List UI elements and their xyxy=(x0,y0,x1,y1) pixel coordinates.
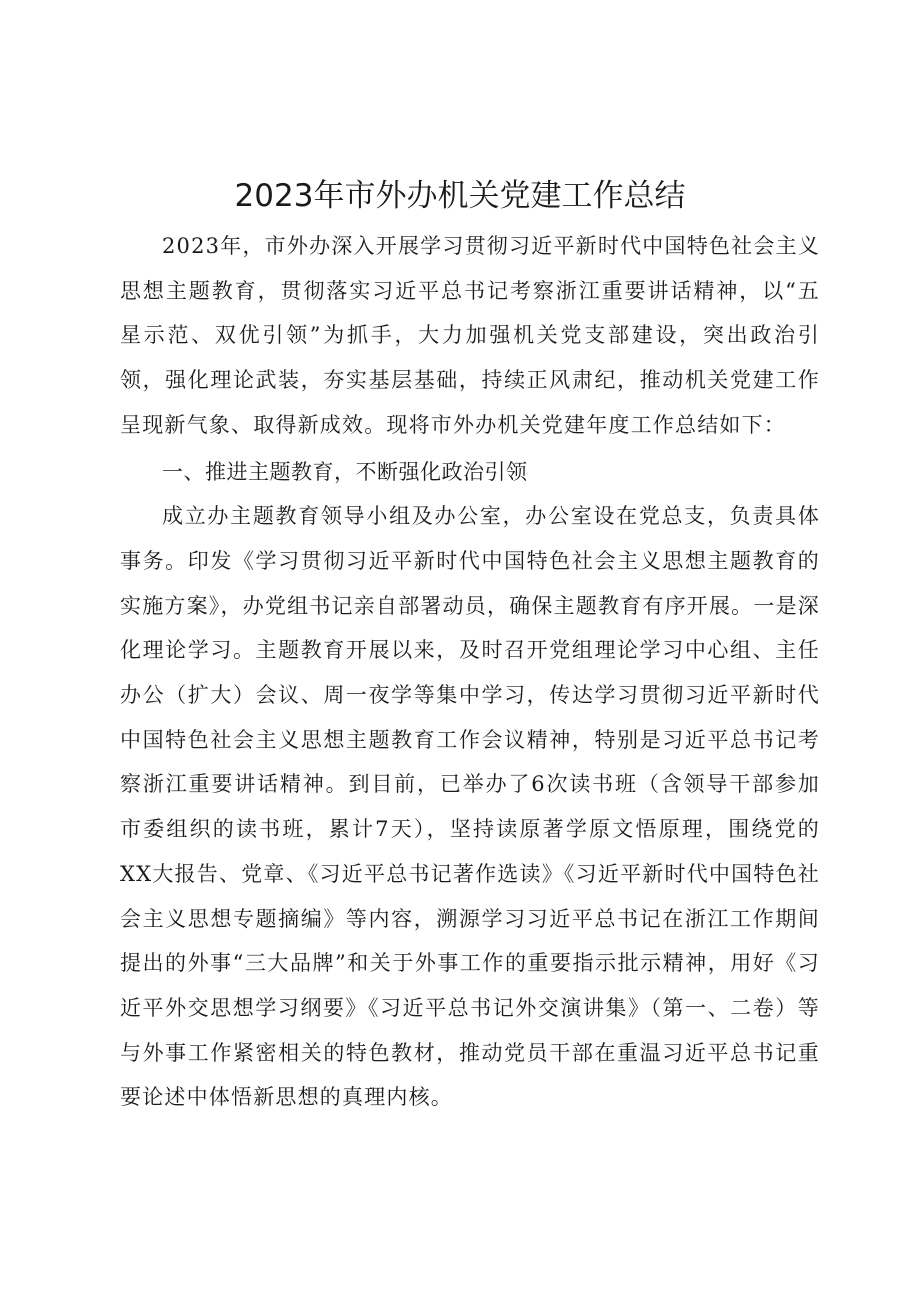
section-heading-1: 一、推进主题教育，不断强化政治引领 xyxy=(162,459,528,484)
section-paragraph-1: 成立办主题教育领导小组及办公室，办公室设在党总支，负责具体事务。印发《学习贯彻习近平新时代中国特色社会主义思想主题教育的实施方案》，办党组书记亲自部署动员，确保主题教育有序开展。一是深化理论学习。主题教育开展以来，及时召开党组理论学习中心组、主任办公（扩大）会议、周一夜学等集中学习，传达学习贯彻习近平新时代中国特色社会主义思想主题教育工作会议精神，特别是习近平总书记考察浙江重要讲话精神。到目前，已举办了6次读书班（含领导干部参加市委组织的读书班，累计7天），坚持读原著学原文悟原理，围绕党的XX大报告、党章、《习近平总书记著作选读》《习近平新时代中国特色社会主义思想专题摘编》等内容，溯源学习习近平总书记在浙江工作期间提出的外事“三大品牌”和关于外事工作的重要指示批示精神，用好《习近平外交思想学习纲要》《习近平总书记外交演讲集》（第一、二卷）等与外事工作紧密相关的特色教材，推动党员干部在重温习近平总书记重要论述中体悟新思想的真理内核。 xyxy=(120,504,820,1110)
document-title: 2023年市外办机关党建工作总结 xyxy=(234,178,686,214)
intro-paragraph: 2023年，市外办深入开展学习贯彻习近平新时代中国特色社会主义思想主题教育，贯彻落实习近平总书记考察浙江重要讲话精神，以“五星示范、双优引领”为抓手，大力加强机关党支部建设，突出政治引领，强化理论武装，夯实基层基础，持续正风肃纪，推动机关党建工作呈现新气象、取得新成效。现将市外办机关党建年度工作总结如下： xyxy=(120,234,820,437)
document-body xyxy=(120,224,820,1120)
